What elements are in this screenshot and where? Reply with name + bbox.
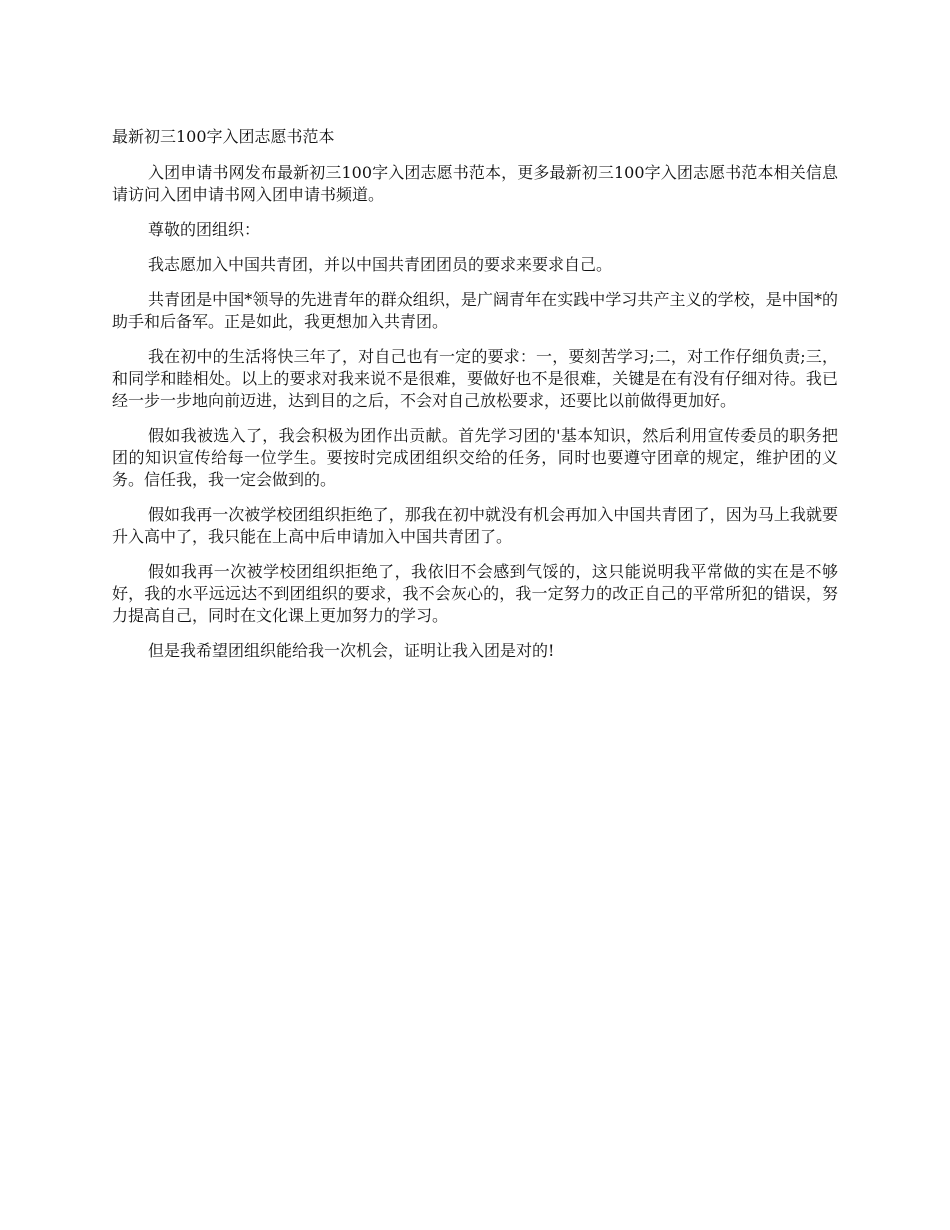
paragraph-self-requirements: 我在初中的生活将快三年了，对自己也有一定的要求：一，要刻苦学习;二，对工作仔细负责;三，和同学和睦相处。以上的要求对我来说不是很难，要做好也不是很难，关键是在有没有仔细对待。我已经一步一步地向前迈进，达到目的之后，不会对自己放松要求，还要比以前做得更加好。 (112, 347, 838, 410)
paragraph-not-discouraged: 假如我再一次被学校团组织拒绝了，我依旧不会感到气馁的，这只能说明我平常做的实在是不够好，我的水平远远达不到团组织的要求，我不会灰心的，我一定努力的改正自己的平常所犯的错误，努力提高自己，同时在文化课上更加努力的学习。 (112, 562, 838, 625)
paragraph-if-rejected: 假如我再一次被学校团组织拒绝了，那我在初中就没有机会再加入中国共青团了，因为马上我就要升入高中了，我只能在上高中后申请加入中国共青团了。 (112, 505, 838, 546)
paragraph-closing: 但是我希望团组织能给我一次机会，证明让我入团是对的! (148, 641, 555, 660)
paragraph-intro: 入团申请书网发布最新初三100字入团志愿书范本，更多最新初三100字入团志愿书范本相关信息请访问入团申请书网入团申请书频道。 (112, 163, 838, 204)
document-title: 最新初三100字入团志愿书范本 (112, 127, 335, 146)
paragraph-about-league: 共青团是中国*领导的先进青年的群众组织，是广阔青年在实践中学习共产主义的学校，是中国*的助手和后备军。正是如此，我更想加入共青团。 (112, 290, 838, 331)
paragraph-contribution: 假如我被选入了，我会积极为团作出贡献。首先学习团的'基本知识，然后利用宣传委员的职务把团的知识宣传给每一位学生。要按时完成团组织交给的任务，同时也要遵守团章的规定，维护团的义务。信任我，我一定会做到的。 (112, 426, 838, 489)
document-page (112, 126, 838, 675)
paragraph-salutation: 尊敬的团组织： (148, 220, 261, 239)
paragraph-statement: 我志愿加入中国共青团，并以中国共青团团员的要求来要求自己。 (148, 255, 613, 274)
